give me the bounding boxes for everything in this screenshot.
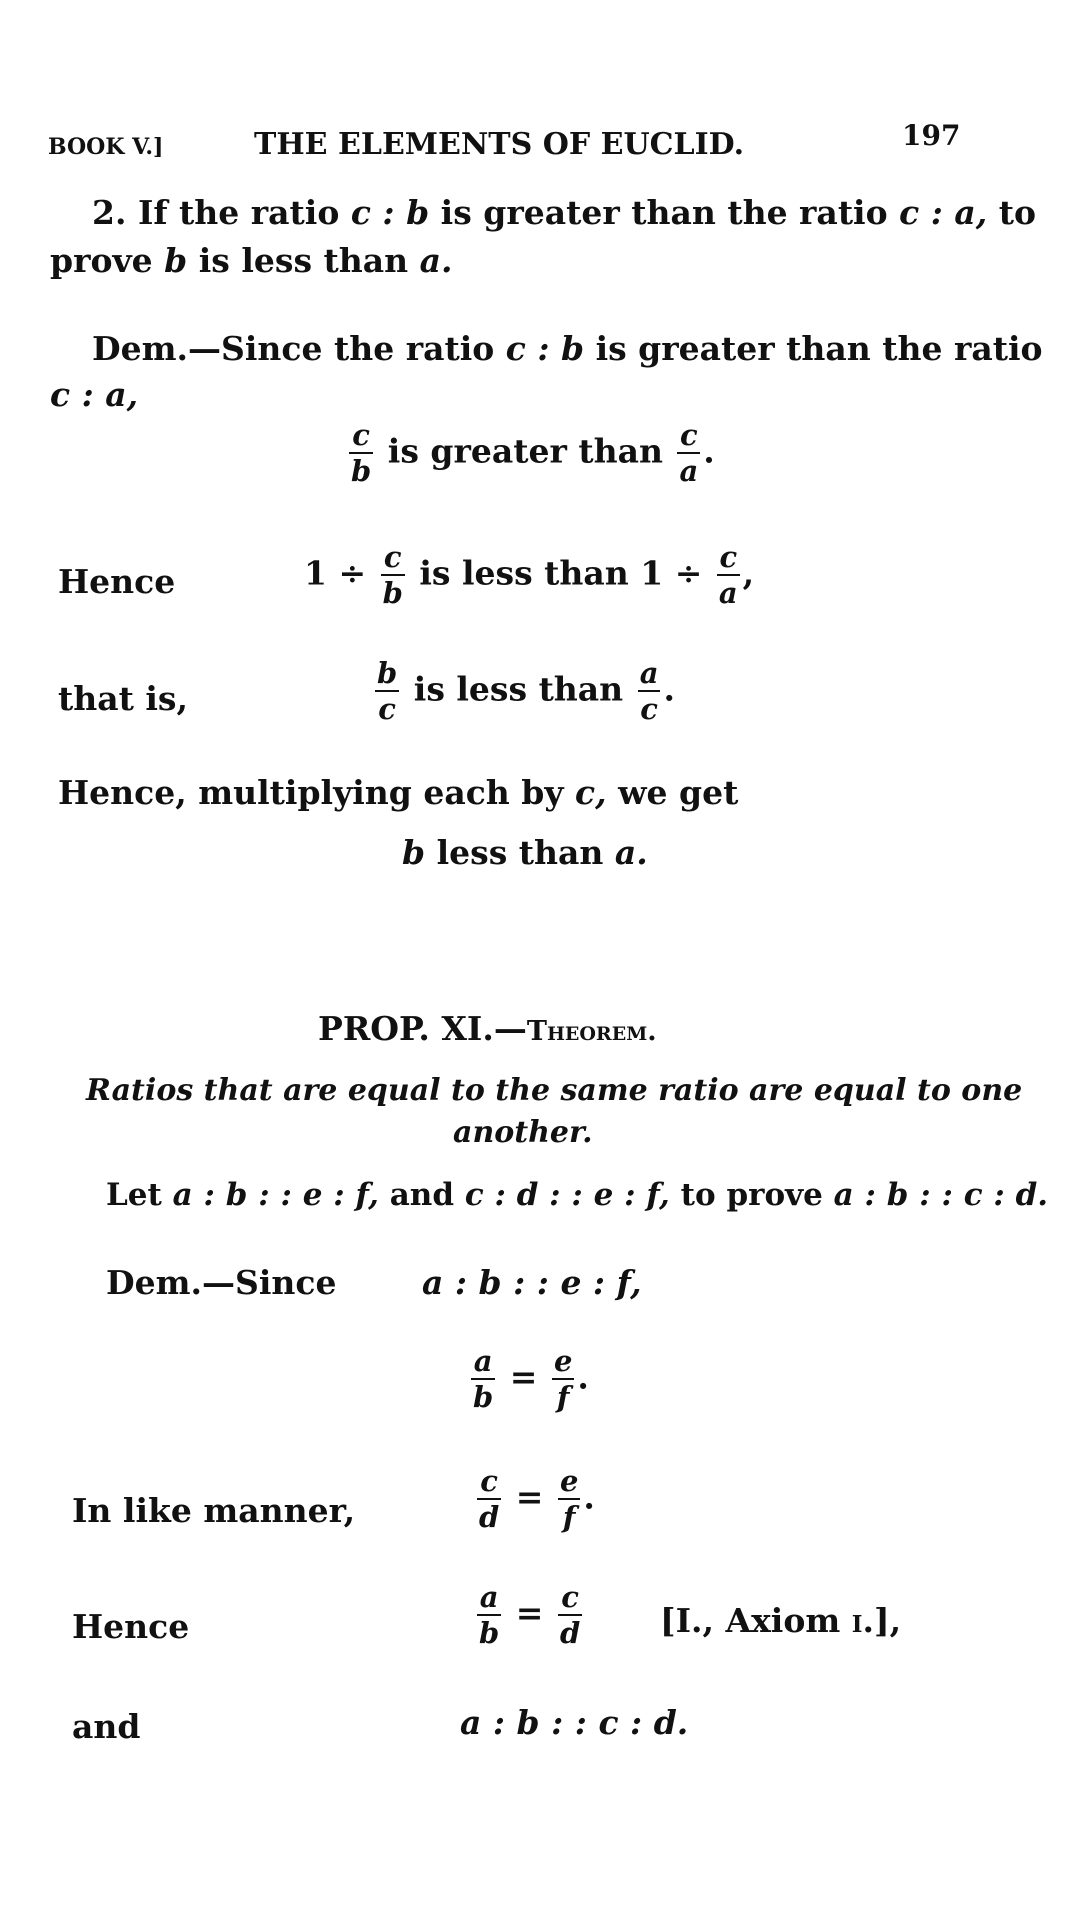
numerator: a — [473, 1344, 493, 1378]
statement-less: is less than — [198, 241, 409, 280]
prop-dem-since: —Since — [202, 1263, 337, 1302]
enunciation-line-1: Ratios that are equal to the same ratio are equal to one — [86, 1073, 1023, 1108]
conclusion-a: a. — [614, 833, 648, 872]
prop-dem-line — [106, 1263, 337, 1302]
and-label: and — [72, 1707, 141, 1746]
enunciation-line-2: another. — [453, 1115, 593, 1150]
fraction-c-over-a — [677, 420, 700, 487]
multiply-line — [58, 773, 739, 812]
equals-sign: = — [515, 1477, 544, 1517]
denominator: b — [382, 576, 403, 611]
statement-prefix: 2. If the ratio — [92, 193, 340, 232]
dem-line-1 — [92, 329, 1043, 368]
fraction-c-over-d — [558, 1582, 582, 1649]
dem-ratio: c : b — [505, 329, 585, 368]
punctuation: . — [703, 431, 715, 471]
denominator: f — [556, 1380, 570, 1415]
dem-line1-end: is greater than the ratio — [595, 329, 1043, 368]
prop-heading — [318, 1009, 657, 1048]
fraction-c-over-b — [349, 420, 373, 487]
statement-prove: prove — [50, 241, 153, 280]
axiom-reference — [660, 1601, 902, 1640]
fraction-equation-1 — [468, 1346, 589, 1413]
axiom-ref-number: i. — [851, 1601, 875, 1640]
fraction-c-over-b — [381, 542, 405, 609]
let-text: Let — [106, 1177, 162, 1213]
let-ratio-1: a : b : : e : f, — [172, 1177, 379, 1213]
denominator: b — [479, 1616, 500, 1651]
dem-label: Dem. — [92, 329, 189, 368]
denominator: b — [351, 454, 372, 489]
numerator: c — [719, 540, 738, 574]
thatis-label: that is, — [58, 679, 188, 718]
numerator: a — [639, 656, 659, 690]
numerator: c — [352, 418, 370, 452]
prop-hence-label: Hence — [72, 1607, 190, 1646]
denominator: c — [378, 692, 396, 727]
denominator: b — [473, 1380, 494, 1415]
fraction-c-over-d — [477, 1466, 501, 1533]
fraction-e-over-f — [558, 1466, 580, 1533]
equals-sign: = — [515, 1593, 544, 1633]
multiply-text: Hence, multiplying each by — [58, 773, 564, 812]
punctuation: . — [583, 1477, 595, 1517]
equation-text: is greater than — [387, 431, 663, 471]
hence-label: Hence — [58, 562, 176, 601]
prop-dem-label: Dem. — [106, 1263, 203, 1302]
dem-since-text: —Since the ratio — [188, 329, 495, 368]
statement-a: a. — [419, 241, 453, 280]
punctuation: . — [663, 669, 675, 709]
denominator: a — [679, 454, 699, 489]
equation-1 — [346, 420, 715, 487]
fraction-c-over-a — [717, 542, 740, 609]
fraction-b-over-c — [375, 658, 399, 725]
numerator: b — [377, 656, 398, 690]
statement-line-1 — [92, 193, 1036, 232]
header-title: THE ELEMENTS OF EUCLID. — [254, 127, 745, 162]
fraction-e-over-f — [552, 1346, 574, 1413]
page-number: 197 — [902, 119, 961, 152]
dem-line-2: c : a, — [50, 375, 139, 414]
multiply-end: we get — [618, 773, 739, 812]
equation-text: is less than 1 ÷ — [419, 553, 703, 593]
conclusion-b: b — [402, 833, 426, 872]
let-ratio-2: c : d : : e : f, — [464, 1177, 670, 1213]
statement-end: to — [998, 193, 1036, 232]
denominator: d — [479, 1500, 500, 1535]
axiom-ref-text: [I., Axiom — [660, 1601, 841, 1640]
denominator: a — [718, 576, 738, 611]
numerator: c — [680, 418, 698, 452]
let-ratio-3: a : b : : c : d. — [833, 1177, 1049, 1213]
equation-text: is less than — [413, 669, 624, 709]
let-line — [106, 1177, 1049, 1213]
header-book-label: BOOK V.] — [48, 134, 164, 160]
statement-ratio-1: c : b — [350, 193, 430, 232]
let-to-prove: to prove — [680, 1177, 823, 1213]
let-and: and — [389, 1177, 455, 1213]
conclusion-text: less than — [436, 833, 604, 872]
statement-mid: is greater than the ratio — [440, 193, 888, 232]
fraction-a-over-b — [477, 1582, 501, 1649]
denominator: f — [562, 1500, 576, 1535]
numerator: e — [559, 1464, 579, 1498]
axiom-ref-end: ], — [874, 1601, 902, 1640]
statement-b: b — [164, 241, 188, 280]
denominator: d — [559, 1616, 581, 1651]
equation-2 — [304, 542, 754, 609]
equation-prefix: 1 ÷ — [304, 553, 367, 593]
punctuation: , — [742, 553, 755, 593]
statement-ratio-2: c : a, — [899, 193, 988, 232]
numerator: a — [479, 1580, 499, 1614]
prop-dem-ratio: a : b : : e : f, — [422, 1263, 642, 1302]
conclusion-line — [402, 833, 648, 872]
numerator: c — [383, 540, 402, 574]
fraction-a-over-c — [638, 658, 661, 725]
numerator: c — [561, 1580, 579, 1614]
final-ratio: a : b : : c : d. — [460, 1703, 689, 1742]
numerator: e — [553, 1344, 573, 1378]
multiply-c: c, — [575, 773, 607, 812]
fraction-a-over-b — [471, 1346, 495, 1413]
numerator: c — [480, 1464, 498, 1498]
punctuation: . — [577, 1357, 589, 1397]
fraction-equation-3 — [474, 1582, 585, 1649]
fraction-equation-2 — [474, 1466, 595, 1533]
equals-sign: = — [509, 1357, 538, 1397]
prop-heading-theorem: Theorem. — [526, 1016, 657, 1047]
equation-3 — [372, 658, 675, 725]
denominator: c — [640, 692, 658, 727]
likemanner-label: In like manner, — [72, 1491, 356, 1530]
statement-line-2 — [50, 241, 453, 280]
prop-heading-main: PROP. XI.— — [318, 1009, 527, 1048]
